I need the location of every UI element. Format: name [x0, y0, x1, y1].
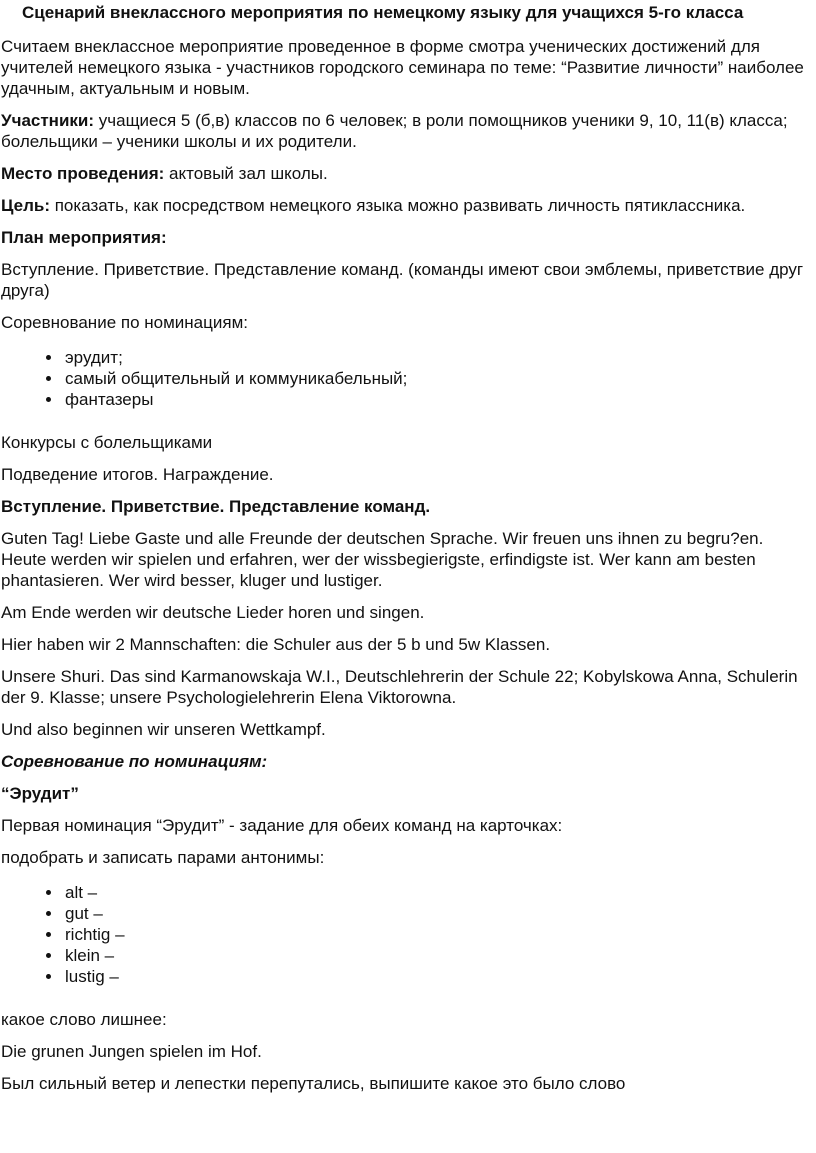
competition-intro: Соревнование по номинациям: — [1, 313, 248, 332]
summary: Подведение итогов. Награждение. — [1, 465, 274, 484]
plan-intro: Вступление. Приветствие. Представление команд. (команды имеют свои эмблемы, приветствие друг друга) — [1, 260, 804, 300]
participants-label: Участники: — [1, 111, 95, 130]
venue-label: Место проведения: — [1, 164, 165, 183]
intro-paragraph: Считаем внеклассное мероприятие проведенное в форме смотра ученических достижений для учителей немецкого языка - участников городского семинара по теме: “Развитие личности” наиболее удачным, актуальным и новым. — [1, 37, 804, 98]
competition-heading: Соревнование по номинациям: — [1, 752, 268, 771]
german-begin: Und also beginnen wir unseren Wettkampf. — [1, 720, 326, 739]
erudit-heading: “Эрудит” — [1, 784, 79, 803]
participants-paragraph — [1, 110, 812, 152]
document-title: Сценарий внеклассного мероприятия по немецкому языку для учащихся 5-го класса — [22, 3, 744, 22]
list-item: • gut – — [63, 903, 812, 924]
odd-word-task: какое слово лишнее: — [1, 1010, 167, 1029]
odd-word-sentence: Die grunen Jungen spielen im Hof. — [1, 1042, 262, 1061]
section1-heading: Вступление. Приветствие. Представление команд. — [1, 497, 431, 516]
erudit-intro: Первая номинация “Эрудит” - задание для обеих команд на карточках: — [1, 816, 563, 835]
list-item: • alt – — [63, 882, 812, 903]
german-teams: Hier haben wir 2 Mannschaften: die Schuler aus der 5 b und 5w Klassen. — [1, 635, 551, 654]
nominations-list — [1, 347, 812, 410]
list-item: • самый общительный и коммуникабельный; — [63, 368, 812, 389]
goal-label: Цель: — [1, 196, 50, 215]
venue-paragraph — [1, 163, 812, 184]
venue-text: актовый зал школы. — [164, 164, 328, 183]
goal-paragraph — [1, 195, 812, 216]
antonyms-list — [1, 882, 812, 987]
list-item: • фантазеры — [63, 389, 812, 410]
antonyms-task: подобрать и записать парами антонимы: — [1, 848, 325, 867]
fans-contests: Конкурсы с болельщиками — [1, 433, 213, 452]
german-greeting: Guten Tag! Liebe Gaste und alle Freunde der deutschen Sprache. Wir freuen uns ihnen zu begru?en. Heute werden wir spielen und erfahren, wer der wissbegierigste, erfindigste ist. Wer kann am besten phantasieren. Wer wird besser, kluger und lustiger. — [1, 529, 764, 590]
list-item: • эрудит; — [63, 347, 812, 368]
plan-heading: План мероприятия: — [1, 228, 167, 247]
list-item: • lustig – — [63, 966, 812, 987]
list-item: • richtig – — [63, 924, 812, 945]
german-jury: Unsere Shuri. Das sind Karmanowskaja W.I., Deutschlehrerin der Schule 22; Kobylskowa Anna, Schulerin der 9. Klasse; unsere Psychologielehrerin Elena Viktorowna. — [1, 667, 798, 707]
goal-text: показать, как посредством немецкого языка можно развивать личность пятиклассника. — [50, 196, 746, 215]
petals-task: Был сильный ветер и лепестки перепутались, выпишите какое это было слово — [1, 1074, 626, 1093]
german-songs: Am Ende werden wir deutsche Lieder horen und singen. — [1, 603, 425, 622]
list-item: • klein – — [63, 945, 812, 966]
participants-text: учащиеся 5 (б,в) классов по 6 человек; в роли помощников ученики 9, 10, 11(в) класса; болельщики – ученики школы и их родители. — [1, 111, 788, 151]
